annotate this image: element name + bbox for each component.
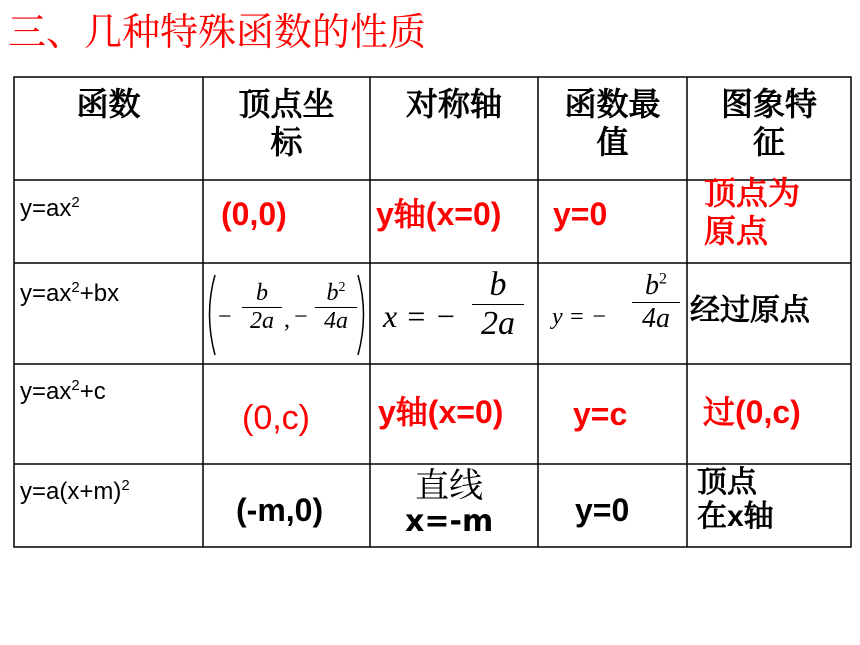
header-extreme-line1: 函数最	[564, 85, 661, 123]
row4-feature-line1: 顶点	[697, 466, 757, 499]
row4-extreme: y=0	[575, 492, 630, 528]
header-extreme-line2: 值	[596, 122, 629, 161]
row2-vertex-frac2	[315, 280, 357, 335]
row4-feature	[697, 466, 774, 533]
row3-extreme: y=c	[573, 396, 628, 432]
row2-axis-frac	[472, 266, 524, 343]
header-feature-line2: 征	[752, 122, 785, 161]
row2-vertex-minus1: −	[218, 304, 232, 330]
row4-axis	[405, 468, 493, 538]
row2-axis-frac-den: 2a	[481, 305, 515, 342]
header-feature-line1: 图象特	[720, 85, 817, 123]
row2-extreme-frac-num: $b^2$	[645, 270, 667, 301]
header-feature	[687, 86, 851, 162]
row2-function: $y=ax^2+bx$	[20, 279, 120, 307]
header-vertex	[203, 86, 370, 162]
row4-vertex: (-m,0)	[236, 492, 324, 528]
row2-extreme-lhs: y = −	[552, 304, 608, 330]
row2-vertex-frac1	[242, 280, 282, 335]
row4-function: $y=a(x+m)^2$	[20, 477, 130, 505]
header-vertex-line1: 顶点坐	[238, 85, 335, 123]
row1-extreme: y=0	[553, 196, 608, 232]
row1-vertex: (0,0)	[221, 196, 287, 232]
row3-axis: y轴(x=0)	[378, 394, 504, 430]
row2-axis-lhs: x = −	[383, 298, 457, 334]
row2-vertex-comma: ,	[284, 307, 290, 333]
row2-vertex-frac1-den: 2a	[250, 308, 274, 334]
row4-axis-line2: x=-m	[405, 504, 494, 540]
row1-function: $y=ax^2$	[20, 194, 80, 222]
row4-feature-line2: 在x轴	[697, 499, 774, 533]
page-title: 三、几种特殊函数的性质	[8, 10, 427, 54]
row2-vertex-frac2-num: $b^2$	[326, 280, 346, 306]
row2-vertex-minus2: −	[294, 304, 308, 330]
row1-feature-line2: 原点	[704, 213, 769, 250]
row1-feature-line1: 顶点为	[704, 175, 801, 211]
header-extreme	[538, 86, 687, 162]
row3-vertex: (0,c)	[242, 399, 310, 437]
header-vertex-line2: 标	[270, 122, 303, 161]
row1-axis: y轴(x=0)	[376, 196, 502, 232]
row2-extreme-frac	[632, 270, 680, 335]
header-axis: 对称轴	[405, 85, 502, 123]
header-function: 函数	[76, 85, 141, 123]
row3-feature: 过(0,c)	[703, 394, 801, 430]
row2-feature: 经过原点	[690, 294, 810, 327]
row2-axis-frac-num: b	[489, 266, 507, 303]
row2-vertex-frac2-den: 4a	[324, 308, 348, 334]
row2-vertex-frac1-num: b	[256, 280, 268, 306]
row3-function: $y=ax^2+c$	[20, 377, 106, 405]
row1-feature	[704, 174, 800, 251]
row4-axis-line1: 直线	[415, 466, 484, 506]
row2-extreme-frac-den: 4a	[642, 303, 670, 334]
